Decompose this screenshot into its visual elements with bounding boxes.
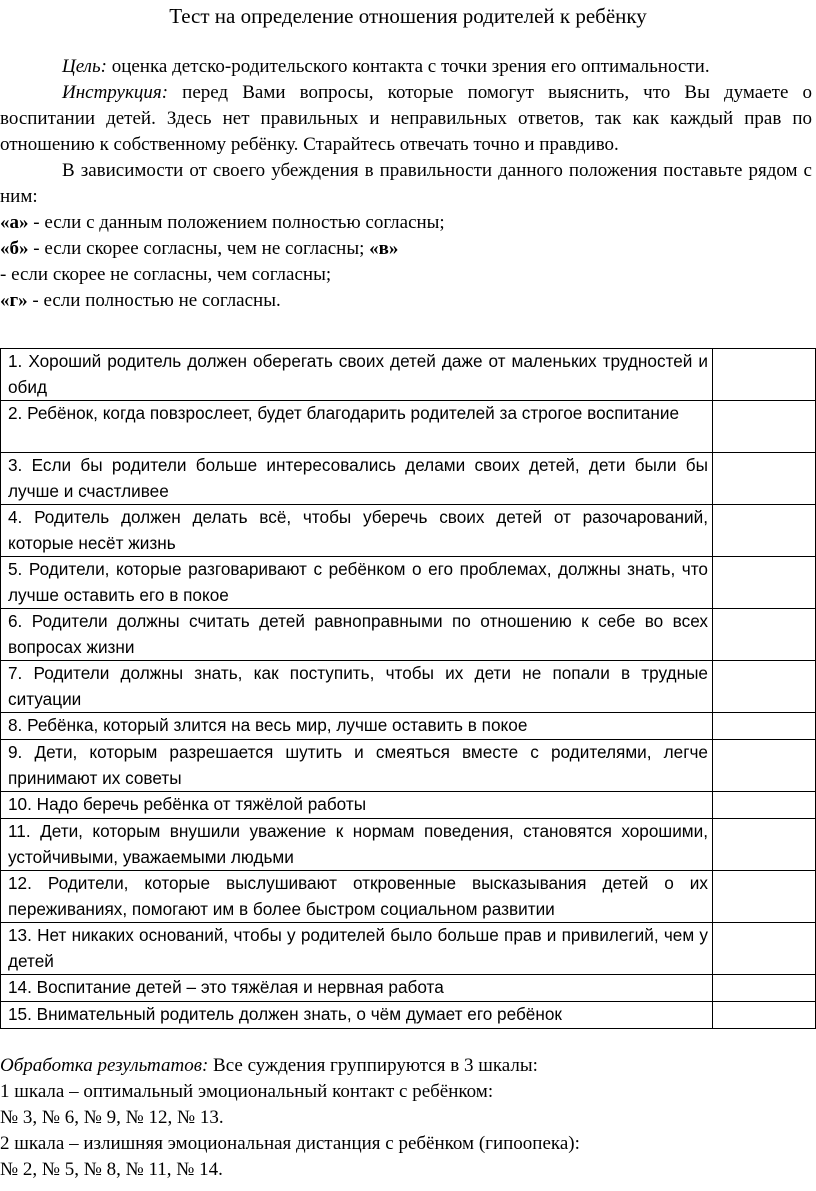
question-text: 10. Надо беречь ребёнка от тяжёлой работы xyxy=(1,792,713,819)
results-section xyxy=(0,1053,812,1183)
question-text: 15. Внимательный родитель должен знать, о чём думает его ребёнок xyxy=(1,1002,713,1029)
table-row xyxy=(1,819,816,871)
table-row xyxy=(1,975,816,1002)
question-text: 1. Хороший родитель должен оберегать своих детей даже от маленьких трудностей и обид xyxy=(1,349,713,401)
option-a-key: «а» xyxy=(0,212,29,233)
questions-table xyxy=(0,348,816,1029)
question-text: 7. Родители должны знать, как поступить, чтобы их дети не попали в трудные ситуации xyxy=(1,661,713,713)
instruction-label: Инструкция: xyxy=(62,82,169,103)
option-b-key: «б» xyxy=(0,238,29,259)
question-text: 11. Дети, которым внушили уважение к нормам поведения, становятся хорошими, устойчивыми, уважаемыми людьми xyxy=(1,819,713,871)
option-a xyxy=(0,210,812,236)
goal-paragraph xyxy=(0,54,812,80)
results-heading xyxy=(0,1053,812,1079)
question-text: 12. Родители, которые выслушивают откровенные высказывания детей о их переживаниях, помогают им в более быстром социальном развитии xyxy=(1,871,713,923)
question-text: 13. Нет никаких оснований, чтобы у родителей было больше прав и привилегий, чем у детей xyxy=(1,923,713,975)
table-row xyxy=(1,740,816,792)
answer-cell[interactable] xyxy=(713,975,816,1002)
scale-1: 1 шкала – оптимальный эмоциональный контакт с ребёнком: xyxy=(0,1081,494,1102)
question-text: 4. Родитель должен делать всё, чтобы уберечь своих детей от разочарований, которые несёт жизнь xyxy=(1,505,713,557)
table-row xyxy=(1,871,816,923)
option-b-text: - если скорее согласны, чем не согласны; xyxy=(28,238,370,259)
option-c-key: «в» xyxy=(369,238,399,259)
answer-cell[interactable] xyxy=(713,871,816,923)
scale-2: 2 шкала – излишняя эмоциональная дистанция с ребёнком (гипоопека): xyxy=(0,1133,580,1154)
table-row xyxy=(1,349,816,401)
answer-cell[interactable] xyxy=(713,453,816,505)
answer-cell[interactable] xyxy=(713,401,816,453)
answer-cell[interactable] xyxy=(713,349,816,401)
goal-label: Цель: xyxy=(62,56,107,77)
goal-text: оценка детско-родительского контакта с точки зрения его оптимальности. xyxy=(106,56,710,77)
table-row xyxy=(1,453,816,505)
table-row xyxy=(1,923,816,975)
table-row xyxy=(1,713,816,740)
option-d-key: «г» xyxy=(0,290,28,311)
option-c: - если скорее не согласны, чем согласны; xyxy=(0,264,332,285)
question-text: 3. Если бы родители больше интересовались делами своих детей, дети были бы лучше и счастливее xyxy=(1,453,713,505)
table-row xyxy=(1,792,816,819)
answer-cell[interactable] xyxy=(713,557,816,609)
question-text: 8. Ребёнка, который злится на весь мир, лучше оставить в покое xyxy=(1,713,713,740)
page-title: Тест на определение отношения родителей к ребёнку xyxy=(169,4,647,28)
table-row xyxy=(1,505,816,557)
answer-cell[interactable] xyxy=(713,819,816,871)
answer-cell[interactable] xyxy=(713,1002,816,1029)
results-text: Все суждения группируются в 3 шкалы: xyxy=(208,1055,538,1076)
option-b xyxy=(0,236,812,262)
answer-intro: В зависимости от своего убеждения в правильности данного положения поставьте рядом с ним: xyxy=(0,160,812,207)
answer-cell[interactable] xyxy=(713,505,816,557)
intro-section xyxy=(0,54,812,314)
instruction-text: перед Вами вопросы, которые помогут выяснить, что Вы думаете о воспитании детей. Здесь нет правильных и неправильных ответов, так как каждый прав по отношению к собственному ребёнку. Старайтесь отвечать точно и правдиво. xyxy=(0,82,812,155)
option-a-text: - если с данным положением полностью согласны; xyxy=(28,212,445,233)
answer-cell[interactable] xyxy=(713,609,816,661)
table-row xyxy=(1,609,816,661)
answer-cell[interactable] xyxy=(713,792,816,819)
option-d xyxy=(0,288,812,314)
question-text: 5. Родители, которые разговаривают с ребёнком о его проблемах, должны знать, что лучше оставить его в покое xyxy=(1,557,713,609)
answer-cell[interactable] xyxy=(713,740,816,792)
answer-cell[interactable] xyxy=(713,661,816,713)
results-label: Обработка результатов: xyxy=(0,1055,209,1076)
question-text: 14. Воспитание детей – это тяжёлая и нервная работа xyxy=(1,975,713,1002)
instruction-paragraph xyxy=(0,80,812,158)
question-text: 6. Родители должны считать детей равноправными по отношению к себе во всех вопросах жизни xyxy=(1,609,713,661)
table-row xyxy=(1,661,816,713)
table-row xyxy=(1,401,816,453)
scale-1-items: № 3, № 6, № 9, № 12, № 13. xyxy=(0,1107,224,1128)
scale-2-items: № 2, № 5, № 8, № 11, № 14. xyxy=(0,1159,223,1180)
question-text: 9. Дети, которым разрешается шутить и смеяться вместе с родителями, легче принимают их советы xyxy=(1,740,713,792)
question-text: 2. Ребёнок, когда повзрослеет, будет благодарить родителей за строгое воспитание xyxy=(1,401,713,453)
option-d-text: - если полностью не согласны. xyxy=(27,290,281,311)
table-row xyxy=(1,557,816,609)
answer-cell[interactable] xyxy=(713,923,816,975)
answer-cell[interactable] xyxy=(713,713,816,740)
table-row xyxy=(1,1002,816,1029)
